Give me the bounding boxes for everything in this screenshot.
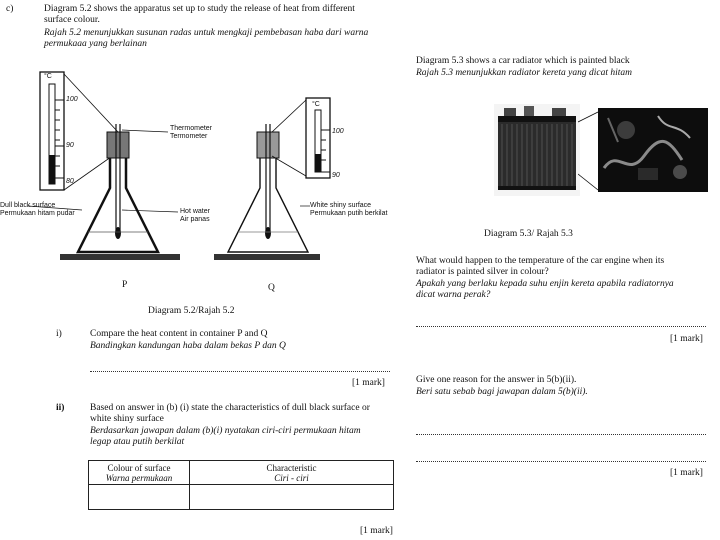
- dull-black-label-ms: Permukaan hitam pudar: [0, 210, 75, 217]
- thermo-right-unit: °C: [312, 101, 320, 108]
- part-iii-question-ms-2: dicat warna perak?: [416, 290, 491, 300]
- hot-water-label-ms: Air panas: [180, 216, 210, 223]
- thermo-right-90: 90: [332, 172, 340, 179]
- surface-characteristics-table: [88, 460, 394, 510]
- radiator-closeup-photo: [598, 108, 708, 192]
- diagram-5-2-caption: Diagram 5.2/Rajah 5.2: [148, 306, 235, 316]
- part-iv-question-en: Give one reason for the answer in 5(b)(ii).: [416, 375, 577, 385]
- container-q-label: Q: [268, 283, 275, 293]
- thermometer-label-en: Thermometer: [170, 125, 213, 132]
- table-cell-characteristic-answer[interactable]: [190, 485, 394, 510]
- part-i-question-en: Compare the heat content in container P and Q: [90, 329, 268, 339]
- container-p-label: P: [122, 280, 128, 290]
- part-ii-mark: [1 mark]: [360, 526, 393, 536]
- part-iii-question-ms-1: Apakah yang berlaku kepada suhu enjin kereta apabila radiatornya: [416, 279, 674, 289]
- car-radiator-photo: [494, 104, 580, 196]
- part-i-answer-line[interactable]: [90, 371, 390, 372]
- table-header-characteristic-ms: Ciri - ciri: [274, 472, 309, 483]
- part-ii-question-en-2: white shiny surface: [90, 414, 164, 424]
- part-iii-mark: [1 mark]: [670, 334, 703, 344]
- thermo-left-80: 80: [66, 178, 74, 185]
- dull-black-label-en: Dull black surface: [0, 202, 56, 209]
- table-header-colour-ms: Warna permukaan: [105, 472, 173, 483]
- thermometer-label-ms: Termometer: [170, 133, 208, 140]
- thermo-left-100: 100: [66, 96, 78, 103]
- part-iv-answer-line-2[interactable]: [416, 461, 706, 462]
- table-cell-colour-answer[interactable]: [89, 485, 190, 510]
- part-i-mark: [1 mark]: [352, 378, 385, 388]
- question-label: c): [6, 4, 14, 14]
- thermo-right-100: 100: [332, 128, 344, 135]
- table-header-colour-en: Colour of surface: [107, 462, 171, 473]
- part-ii-question-ms-1: Berdasarkan jawapan dalam (b)(i) nyatakan ciri-ciri permukaan hitam: [90, 426, 361, 436]
- part-ii-question-ms-2: legap atau putih berkilat: [90, 437, 185, 447]
- table-header-characteristic: [190, 461, 394, 485]
- photo-connector-lines: [578, 104, 598, 196]
- part-ii-label: ii): [56, 403, 65, 413]
- diagram-5-2-apparatus: [0, 60, 420, 290]
- diagram-5-3-intro-en: Diagram 5.3 shows a car radiator which is painted black: [416, 56, 630, 66]
- part-iii-question-en-1: What would happen to the temperature of the car engine when its: [416, 256, 665, 266]
- table-header-characteristic-en: Characteristic: [266, 462, 317, 473]
- intro-en-line2: surface colour.: [44, 15, 100, 25]
- intro-ms-line1: Rajah 5.2 menunjukkan susunan radas untuk mengkaji pembebasan haba dari warna: [44, 28, 369, 38]
- part-ii-question-en-1: Based on answer in (b) (i) state the characteristics of dull black surface or: [90, 403, 370, 413]
- table-header-colour: [89, 461, 190, 485]
- diagram-5-3-intro-ms: Rajah 5.3 menunjukkan radiator kereta yang dicat hitam: [416, 68, 632, 78]
- white-shiny-label-ms: Permukaan putih berkilat: [310, 210, 388, 217]
- part-iv-answer-line-1[interactable]: [416, 434, 706, 435]
- white-shiny-label-en: White shiny surface: [310, 202, 372, 209]
- diagram-5-3-caption: Diagram 5.3/ Rajah 5.3: [484, 229, 573, 239]
- part-iv-question-ms: Beri satu sebab bagi jawapan dalam 5(b)(ii).: [416, 387, 588, 397]
- part-iv-mark: [1 mark]: [670, 468, 703, 478]
- part-iii-question-en-2: radiator is painted silver in colour?: [416, 267, 549, 277]
- hot-water-label-en: Hot water: [180, 208, 210, 215]
- part-i-question-ms: Bandingkan kandungan haba dalam bekas P dan Q: [90, 341, 286, 351]
- thermo-left-90: 90: [66, 142, 74, 149]
- thermo-left-unit: °C: [44, 73, 52, 80]
- intro-en-line1: Diagram 5.2 shows the apparatus set up to study the release of heat from different: [44, 4, 355, 14]
- intro-ms-line2: permukaaa yang berlainan: [44, 39, 147, 49]
- part-iii-answer-line[interactable]: [416, 326, 706, 327]
- part-i-label: i): [56, 329, 62, 339]
